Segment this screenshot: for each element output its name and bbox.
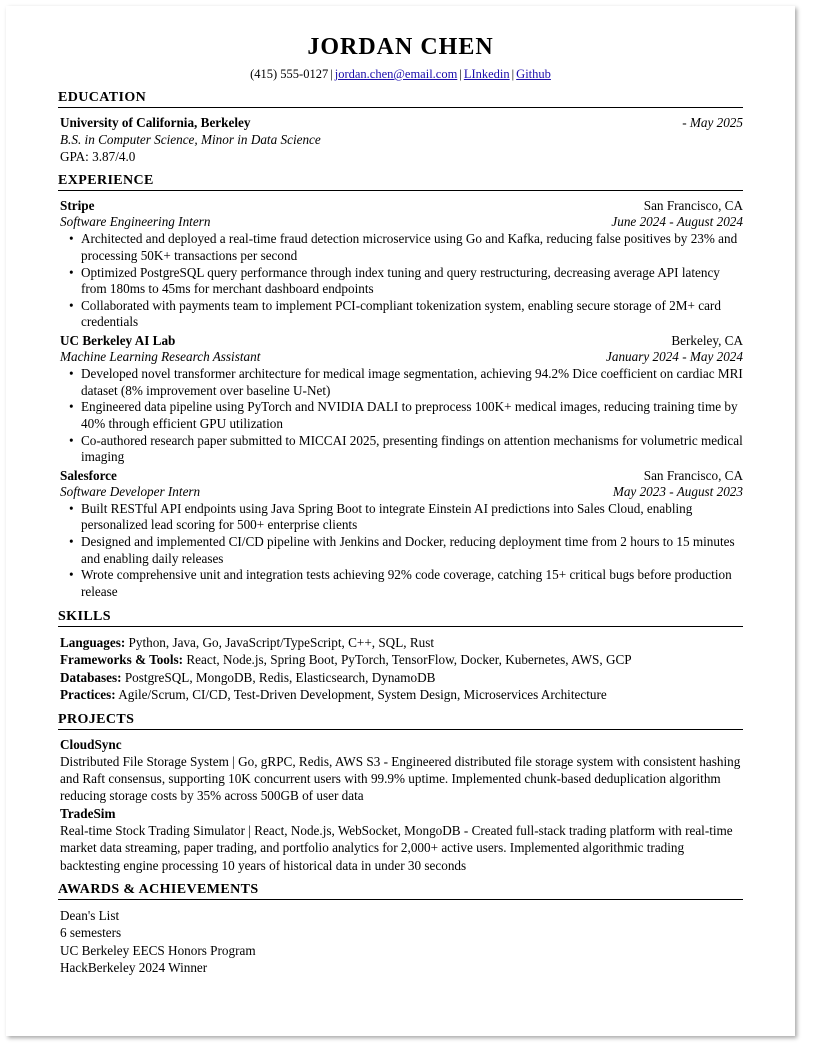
experience-bullets — [58, 231, 743, 331]
section-title-education: EDUCATION — [58, 90, 743, 108]
section-education — [58, 108, 743, 165]
skill-value: Python, Java, Go, JavaScript/TypeScript, C++, SQL, Rust — [125, 634, 435, 650]
experience-entry — [58, 198, 743, 331]
experience-org: Stripe — [60, 198, 95, 214]
contact-separator-2: | — [459, 67, 462, 81]
project-name: TradeSim — [60, 806, 116, 822]
experience-location: Berkeley, CA — [671, 333, 743, 349]
project-entry — [58, 806, 743, 873]
project-entry — [58, 737, 743, 804]
section-awards — [58, 900, 743, 977]
skill-value: React, Node.js, Spring Boot, PyTorch, TensorFlow, Docker, Kubernetes, AWS, GCP — [183, 652, 632, 668]
education-gpa: GPA: 3.87/4.0 — [60, 149, 136, 165]
section-title-skills: SKILLS — [58, 609, 743, 627]
experience-role: Software Developer Intern — [60, 483, 201, 499]
skill-line — [58, 686, 743, 704]
experience-role: Software Engineering Intern — [60, 214, 211, 230]
experience-header — [58, 468, 743, 484]
award-item: UC Berkeley EECS Honors Program — [60, 942, 256, 958]
bullet-item: • Developed novel transformer architecture for medical image segmentation, achieving 94.2% Dice coefficient on cardiac MRI dataset (8% improvement over baseline U-Net) — [58, 366, 743, 399]
section-projects — [58, 730, 743, 874]
bullet-item: • Co-authored research paper submitted to MICCAI 2025, presenting findings on attention mechanisms for volumetric medical imaging — [58, 433, 743, 466]
page-title: JORDAN CHEN — [307, 34, 494, 60]
experience-subheader — [58, 349, 743, 365]
skill-label: Languages: — [60, 634, 126, 650]
experience-location: San Francisco, CA — [643, 198, 743, 214]
skill-label: Databases: — [60, 669, 122, 685]
resume-sheet — [6, 6, 795, 1036]
experience-header — [58, 333, 743, 349]
experience-subheader — [58, 484, 743, 500]
experience-bullets — [58, 366, 743, 466]
experience-dates: June 2024 - August 2024 — [611, 214, 743, 230]
project-description: Distributed File Storage System | Go, gRPC, Redis, AWS S3 - Engineered distributed file storage system with consistent hashing and Raft consensus, supporting 10K concurrent users with 99.9% uptime. Implemented chunk-based deduplication algorithm reducing storage costs by 35% across 500GB of user data — [60, 753, 741, 804]
bullet-item: • Built RESTful API endpoints using Java Spring Boot to integrate Einstein AI predictions into Sales Cloud, enabling personalized lead scoring for 500+ enterprise clients — [58, 501, 743, 534]
contact-separator-3: | — [511, 67, 515, 81]
bullet-item: • Wrote comprehensive unit and integration tests achieving 92% code coverage, catching 15+ critical bugs before production release — [58, 567, 743, 600]
project-name: CloudSync — [60, 736, 122, 752]
skill-line — [58, 669, 743, 687]
section-skills — [58, 627, 743, 704]
skill-line — [58, 651, 743, 669]
section-experience — [58, 191, 743, 600]
bullet-item: • Optimized PostgreSQL query performance through index tuning and query restructuring, decreasing average API latency from 180ms to 45ms for merchant dashboard endpoints — [58, 265, 743, 298]
bullet-item: • Designed and implemented CI/CD pipeline with Jenkins and Docker, reducing deployment time from 2 hours to 15 minutes and enabling daily releases — [58, 534, 743, 567]
experience-entry — [58, 468, 743, 601]
section-title-experience: EXPERIENCE — [58, 173, 743, 191]
github-link[interactable]: Github — [516, 67, 551, 81]
project-description: Real-time Stock Trading Simulator | React, Node.js, WebSocket, MongoDB - Created full-stack trading platform with real-time market data streaming, paper trading, and portfolio analytics for 2,000+ active users. Implemented algorithmic trading backtesting engine processing 10 years of historical data in under 30 seconds — [60, 823, 733, 873]
award-item: Dean's List — [60, 907, 120, 923]
linkedin-link[interactable]: LInkedin — [463, 67, 510, 81]
experience-location: San Francisco, CA — [643, 467, 743, 483]
experience-role: Machine Learning Research Assistant — [60, 349, 261, 365]
section-title-projects: PROJECTS — [58, 712, 743, 730]
experience-header — [58, 198, 743, 214]
skill-label: Practices: — [60, 687, 116, 703]
skill-value: Agile/Scrum, CI/CD, Test-Driven Development, System Design, Microservices Architecture — [115, 687, 607, 703]
skill-value: PostgreSQL, MongoDB, Redis, Elasticsearch, DynamoDB — [121, 669, 436, 685]
email-link[interactable]: jordan.chen@email.com — [334, 67, 458, 81]
bullet-item: • Architected and deployed a real-time fraud detection microservice using Go and Kafka, reducing false positives by 23% and processing 50K+ transactions per second — [58, 231, 743, 264]
award-item: HackBerkeley 2024 Winner — [60, 959, 208, 975]
education-degree: B.S. in Computer Science, Minor in Data Science — [60, 132, 321, 147]
bullet-item: • Collaborated with payments team to implement PCI-compliant tokenization system, enabling secure storage of 2M+ card credentials — [58, 298, 743, 331]
award-item: 6 semesters — [60, 925, 122, 941]
skill-label: Frameworks & Tools: — [60, 652, 184, 668]
skill-line — [58, 634, 743, 652]
education-dates: - May 2025 — [682, 115, 743, 130]
experience-bullets — [58, 501, 743, 601]
education-school: University of California, Berkeley — [60, 115, 251, 130]
experience-dates: May 2023 - August 2023 — [612, 483, 743, 499]
experience-org: Salesforce — [60, 467, 117, 483]
contact-separator-1: | — [330, 67, 333, 81]
phone-text: (415) 555-0127 — [250, 67, 329, 81]
experience-org: UC Berkeley AI Lab — [60, 333, 176, 349]
experience-subheader — [58, 214, 743, 230]
bullet-item: • Engineered data pipeline using PyTorch and NVIDIA DALI to preprocess 100K+ medical images, reducing training time by 40% through efficient GPU utilization — [58, 399, 743, 432]
section-title-awards: AWARDS & ACHIEVEMENTS — [58, 882, 743, 900]
education-row — [58, 115, 743, 131]
experience-entry — [58, 333, 743, 466]
contact-line — [58, 67, 743, 82]
experience-dates: January 2024 - May 2024 — [606, 349, 743, 365]
